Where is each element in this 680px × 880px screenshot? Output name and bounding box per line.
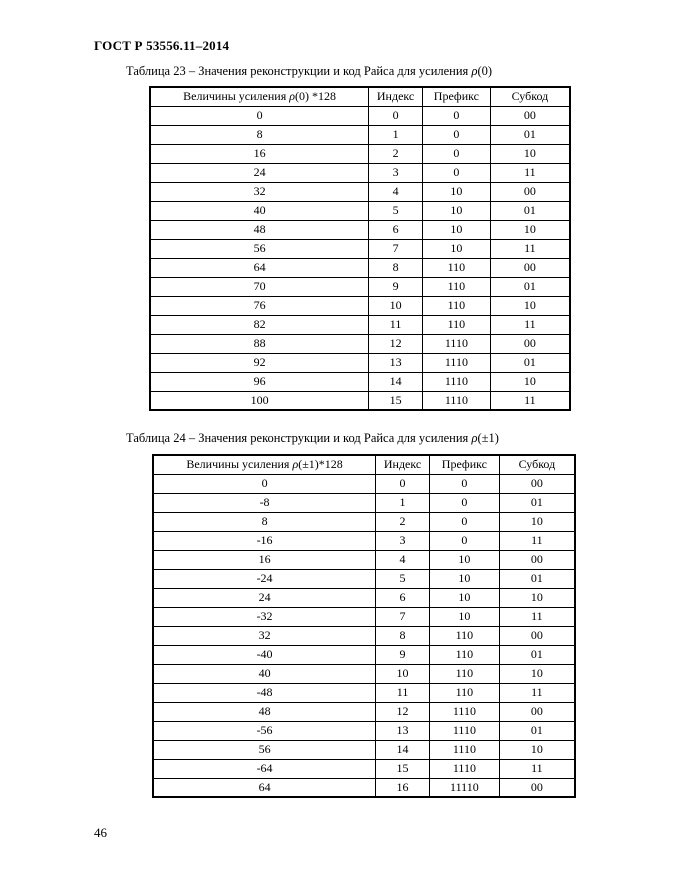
cell-gain: -48 [153, 683, 376, 702]
cell-gain: -24 [153, 569, 376, 588]
cell-gain: 82 [150, 315, 369, 334]
table-row [153, 740, 575, 759]
cell-gain: 92 [150, 353, 369, 372]
document-header: ГОСТ Р 53556.11–2014 [94, 38, 230, 53]
cell-index: 13 [369, 353, 423, 372]
cell-subcode: 11 [499, 759, 575, 778]
table-24-caption: Таблица 24 – Значения реконструкции и код Райса для усиления ρ(±1) [126, 431, 499, 445]
cell-index: 5 [376, 569, 430, 588]
cell-subcode: 11 [499, 683, 575, 702]
table-row [150, 334, 570, 353]
cell-index: 16 [376, 778, 430, 797]
cell-subcode: 00 [499, 626, 575, 645]
column-header-gain: Величины усиления ρ(0) *128 [150, 87, 369, 106]
column-header-subcode: Субкод [499, 455, 575, 474]
cell-subcode: 00 [499, 702, 575, 721]
cell-subcode: 11 [499, 531, 575, 550]
cell-index: 3 [376, 531, 430, 550]
cell-prefix: 0 [429, 512, 499, 531]
table-row [150, 277, 570, 296]
cell-subcode: 10 [499, 740, 575, 759]
cell-gain: 40 [153, 664, 376, 683]
cell-prefix: 110 [423, 296, 491, 315]
cell-index: 5 [369, 201, 423, 220]
cell-index: 4 [376, 550, 430, 569]
table-row [150, 106, 570, 125]
cell-index: 12 [376, 702, 430, 721]
cell-index: 8 [369, 258, 423, 277]
cell-prefix: 1110 [423, 372, 491, 391]
cell-subcode: 11 [490, 239, 570, 258]
cell-index: 9 [369, 277, 423, 296]
cell-index: 15 [376, 759, 430, 778]
table-row [153, 474, 575, 493]
cell-subcode: 01 [490, 353, 570, 372]
cell-gain: 48 [153, 702, 376, 721]
table-row [150, 144, 570, 163]
cell-gain: 16 [153, 550, 376, 569]
cell-subcode: 10 [490, 220, 570, 239]
table-row [150, 239, 570, 258]
cell-prefix: 10 [423, 220, 491, 239]
cell-index: 12 [369, 334, 423, 353]
cell-gain: 64 [150, 258, 369, 277]
cell-gain: 64 [153, 778, 376, 797]
cell-index: 11 [376, 683, 430, 702]
cell-subcode: 00 [499, 474, 575, 493]
cell-index: 14 [376, 740, 430, 759]
table-row [153, 778, 575, 797]
cell-index: 4 [369, 182, 423, 201]
cell-prefix: 1110 [423, 391, 491, 410]
cell-index: 6 [376, 588, 430, 607]
cell-prefix: 110 [423, 277, 491, 296]
table-row [153, 512, 575, 531]
cell-index: 7 [369, 239, 423, 258]
table-row [150, 391, 570, 410]
cell-index: 2 [376, 512, 430, 531]
cell-prefix: 0 [429, 493, 499, 512]
table-row [153, 588, 575, 607]
cell-index: 1 [369, 125, 423, 144]
cell-prefix: 10 [429, 550, 499, 569]
cell-prefix: 0 [429, 474, 499, 493]
cell-gain: 8 [150, 125, 369, 144]
table-row [153, 531, 575, 550]
column-header-index: Индекс [369, 87, 423, 106]
table-row [150, 125, 570, 144]
cell-gain: 40 [150, 201, 369, 220]
cell-prefix: 0 [423, 106, 491, 125]
cell-gain: 0 [150, 106, 369, 125]
cell-subcode: 00 [499, 778, 575, 797]
table-24 [152, 454, 576, 798]
table-row [153, 493, 575, 512]
cell-gain: 8 [153, 512, 376, 531]
cell-subcode: 10 [499, 588, 575, 607]
cell-index: 14 [369, 372, 423, 391]
table-row [153, 645, 575, 664]
cell-subcode: 01 [490, 125, 570, 144]
cell-prefix: 1110 [429, 721, 499, 740]
cell-prefix: 10 [429, 569, 499, 588]
cell-subcode: 11 [490, 315, 570, 334]
cell-prefix: 110 [429, 645, 499, 664]
cell-prefix: 1110 [429, 740, 499, 759]
cell-index: 1 [376, 493, 430, 512]
column-header-index: Индекс [376, 455, 430, 474]
cell-subcode: 10 [490, 144, 570, 163]
cell-subcode: 01 [499, 721, 575, 740]
cell-subcode: 00 [490, 258, 570, 277]
table-row [153, 550, 575, 569]
cell-gain: 88 [150, 334, 369, 353]
cell-gain: 96 [150, 372, 369, 391]
cell-prefix: 11110 [429, 778, 499, 797]
cell-index: 13 [376, 721, 430, 740]
cell-gain: 32 [153, 626, 376, 645]
cell-prefix: 110 [423, 258, 491, 277]
cell-prefix: 1110 [429, 759, 499, 778]
cell-subcode: 11 [490, 391, 570, 410]
page-number: 46 [94, 825, 107, 840]
cell-gain: 56 [153, 740, 376, 759]
column-header-gain: Величины усиления ρ(±1)*128 [153, 455, 376, 474]
table-24-body [153, 474, 575, 797]
cell-index: 15 [369, 391, 423, 410]
cell-prefix: 110 [429, 664, 499, 683]
cell-prefix: 110 [429, 683, 499, 702]
cell-subcode: 10 [490, 372, 570, 391]
cell-prefix: 1110 [423, 334, 491, 353]
cell-prefix: 10 [429, 607, 499, 626]
table-row [153, 721, 575, 740]
cell-gain: -64 [153, 759, 376, 778]
cell-gain: 70 [150, 277, 369, 296]
cell-prefix: 110 [429, 626, 499, 645]
cell-prefix: 1110 [429, 702, 499, 721]
cell-index: 8 [376, 626, 430, 645]
cell-gain: 56 [150, 239, 369, 258]
cell-gain: 32 [150, 182, 369, 201]
cell-gain: 100 [150, 391, 369, 410]
cell-gain: -8 [153, 493, 376, 512]
cell-prefix: 110 [423, 315, 491, 334]
cell-index: 11 [369, 315, 423, 334]
cell-subcode: 01 [499, 493, 575, 512]
table-23 [149, 86, 571, 411]
cell-subcode: 01 [499, 645, 575, 664]
cell-prefix: 0 [423, 144, 491, 163]
cell-subcode: 00 [490, 182, 570, 201]
table-row [150, 220, 570, 239]
cell-index: 10 [376, 664, 430, 683]
table-row [153, 702, 575, 721]
cell-gain: 48 [150, 220, 369, 239]
cell-subcode: 11 [490, 163, 570, 182]
table-row [150, 296, 570, 315]
cell-prefix: 10 [423, 182, 491, 201]
table-row [150, 372, 570, 391]
cell-subcode: 00 [499, 550, 575, 569]
cell-prefix: 10 [423, 201, 491, 220]
table-row [153, 683, 575, 702]
column-header-prefix: Префикс [423, 87, 491, 106]
cell-subcode: 11 [499, 607, 575, 626]
cell-index: 0 [376, 474, 430, 493]
cell-gain: -40 [153, 645, 376, 664]
cell-prefix: 0 [423, 125, 491, 144]
cell-prefix: 1110 [423, 353, 491, 372]
cell-index: 9 [376, 645, 430, 664]
cell-gain: 16 [150, 144, 369, 163]
cell-subcode: 10 [490, 296, 570, 315]
table-row [153, 569, 575, 588]
cell-gain: -16 [153, 531, 376, 550]
cell-subcode: 10 [499, 664, 575, 683]
table-row [150, 315, 570, 334]
table-23-caption: Таблица 23 – Значения реконструкции и код Райса для усиления ρ(0) [126, 64, 493, 78]
cell-subcode: 00 [490, 334, 570, 353]
cell-gain: 76 [150, 296, 369, 315]
column-header-prefix: Префикс [429, 455, 499, 474]
cell-subcode: 00 [490, 106, 570, 125]
table-row [153, 664, 575, 683]
table-row [150, 353, 570, 372]
table-row [153, 607, 575, 626]
table-row [150, 182, 570, 201]
table-row [150, 201, 570, 220]
cell-gain: 24 [153, 588, 376, 607]
cell-gain: -56 [153, 721, 376, 740]
cell-prefix: 10 [429, 588, 499, 607]
cell-subcode: 01 [490, 201, 570, 220]
table-row [153, 626, 575, 645]
cell-prefix: 0 [423, 163, 491, 182]
table-23-body [150, 106, 570, 410]
cell-subcode: 01 [490, 277, 570, 296]
cell-gain: 0 [153, 474, 376, 493]
cell-gain: 24 [150, 163, 369, 182]
table-row [153, 759, 575, 778]
cell-index: 3 [369, 163, 423, 182]
cell-subcode: 01 [499, 569, 575, 588]
table-row [150, 163, 570, 182]
cell-index: 2 [369, 144, 423, 163]
cell-index: 0 [369, 106, 423, 125]
cell-index: 10 [369, 296, 423, 315]
cell-index: 7 [376, 607, 430, 626]
column-header-subcode: Субкод [490, 87, 570, 106]
cell-index: 6 [369, 220, 423, 239]
cell-subcode: 10 [499, 512, 575, 531]
cell-prefix: 0 [429, 531, 499, 550]
cell-prefix: 10 [423, 239, 491, 258]
table-row [150, 258, 570, 277]
cell-gain: -32 [153, 607, 376, 626]
